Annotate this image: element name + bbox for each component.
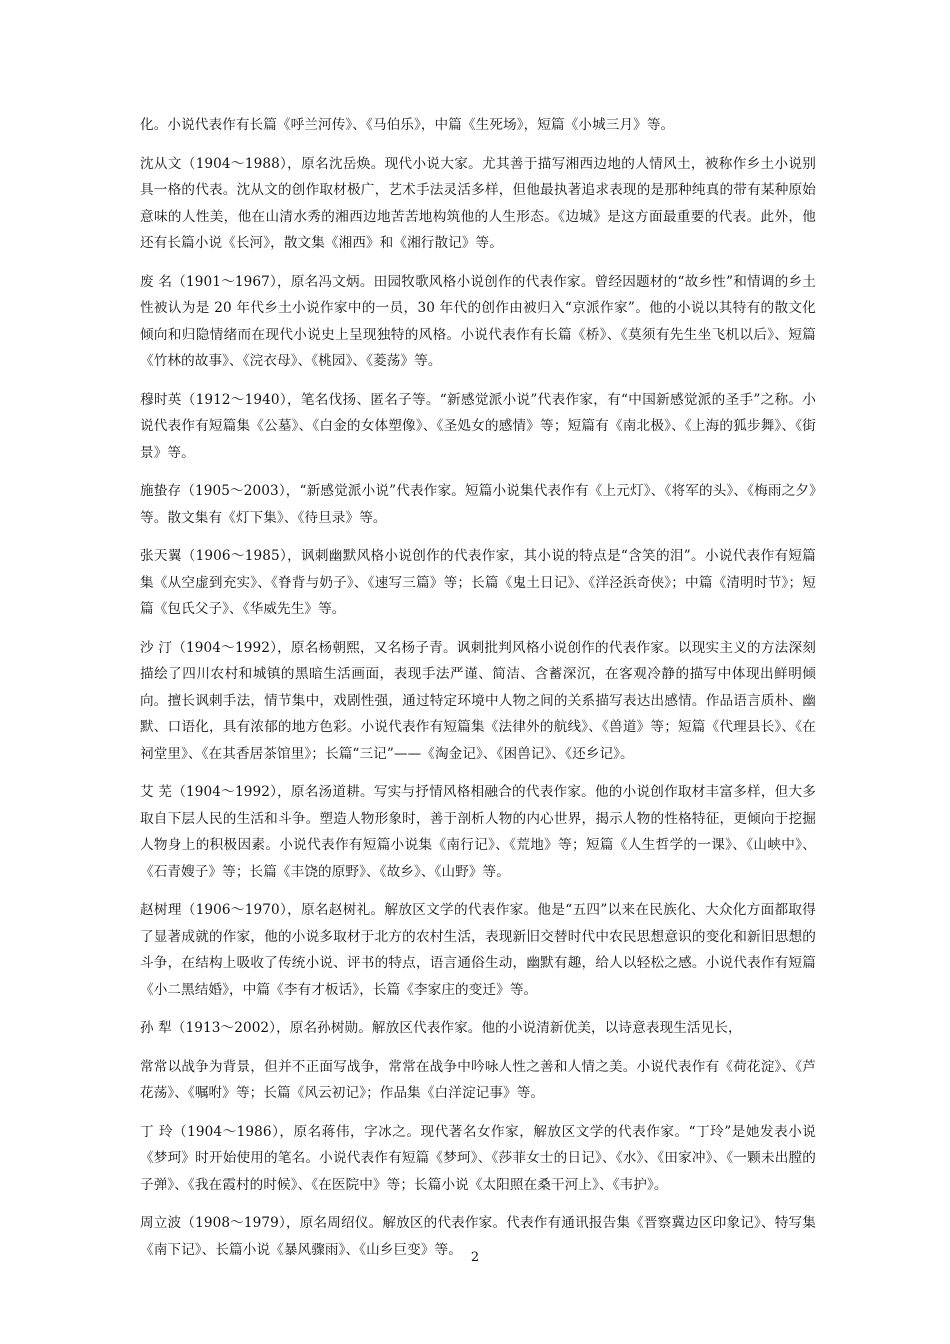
paragraph-sun-li-intro: 孙 犁（1913～2002），原名孙树勋。解放区代表作家。他的小说清新优美，以诗意表现生活见长， <box>140 1020 742 1036</box>
paragraph-ding-ling: 丁 玲（1904～1986），原名蒋伟，字冰之。现代著名女作家，解放区文学的代表作家。“丁玲”是她发表小说《梦珂》时开始使用的笔名。小说代表作有短篇《梦珂》、《莎菲女士的日记》、《水》、《田家冲》、《一颗未出膛的子弹》、《我在霞村的时候》、《在医院中》等；长篇小说《太阳照在桑干河上》、《韦护》。 <box>140 1123 816 1193</box>
paragraph-ai-wu: 艾 芜（1904～1992），原名汤道耕。写实与抒情风格相融合的代表作家。他的小说创作取材丰富多样，但大多取自下层人民的生活和斗争。塑造人物形象时，善于剖析人物的内心世界，揭示人物的性格特征，更倾向于挖掘人物身上的积极因素。小说代表作有短篇小说集《南行记》、《荒地》等；短篇《人生哲学的一课》、《山峡中》、《石青嫂子》等；长篇《丰饶的原野》、《故乡》、《山野》等。 <box>140 784 816 880</box>
paragraph-fei-ming: 废 名（1901～1967），原名冯文炳。田园牧歌风格小说创作的代表作家。曾经因题材的“故乡性”和情调的乡土性被认为是 20 年代乡土小说作家中的一员，30 年代的创作由被归入“京派作家”。他的小说以其特有的散文化倾向和归隐情绪而在现代小说史上呈现独特的风格。小说代表作有长篇《桥》、《莫须有先生坐飞机以后》、短篇《竹林的故事》、《浣衣母》、《桃园》、《菱荡》等。 <box>140 273 816 369</box>
paragraph-shi-zhecun: 施蛰存（1905～2003），“新感觉派小说”代表作家。短篇小说集代表作有《上元灯》、《将军的头》、《梅雨之夕》等。散文集有《灯下集》、《待旦录》等。 <box>140 483 816 526</box>
paragraph-shen-congwen: 沈从文（1904～1988），原名沈岳焕。现代小说大家。尤其善于描写湘西边地的人情风土，被称作乡土小说别具一格的代表。沈从文的创作取材极广，艺术手法灵活多样，但他最执著追求表现的是那种纯真的带有某种原始意味的人性美，他在山清水秀的湘西边地苦苦地构筑他的人生形态。《边城》是这方面最重要的代表。此外，他还有长篇小说《长河》，散文集《湘西》和《湘行散记》等。 <box>140 155 816 251</box>
paragraph-sun-li-works: 常常以战争为背景，但并不正面写战争，常常在战争中吟咏人性之善和人情之美。小说代表作有《荷花淀》、《芦花荡》、《嘱咐》等；长篇《风云初记》；作品集《白洋淀记事》等。 <box>140 1058 816 1101</box>
paragraph-zhao-shuli: 赵树理（1906～1970），原名赵树礼。解放区文学的代表作家。他是“五四”以来在民族化、大众化方面都取得了显著成就的作家，他的小说多取材于北方的农村生活，表现新旧交替时代中农民思想意识的变化和新旧思想的斗争，在结构上吸收了传统小说、评书的特点，语言通俗生动，幽默有趣，给人以轻松之感。小说代表作有短篇《小二黑结婚》，中篇《李有才板话》，长篇《李家庄的变迁》等。 <box>140 902 816 998</box>
page-number: 2 <box>470 1250 480 1265</box>
paragraph-xiao-hong-works: 化。小说代表作有长篇《呼兰河传》、《马伯乐》，中篇《生死场》，短篇《小城三月》等。 <box>140 117 675 133</box>
body-text <box>140 112 816 1275</box>
paragraph-zhou-libo: 周立波（1908～1979），原名周绍仪。解放区的代表作家。代表作有通讯报告集《晋察冀边区印象记》、特写集《南下记》、长篇小说《暴风骤雨》、《山乡巨变》等。 <box>140 1215 816 1258</box>
paragraph-zhang-tianyi: 张天翼（1906～1985），讽刺幽默风格小说创作的代表作家，其小说的特点是“含笑的泪”。小说代表作有短篇集《从空虚到充实》、《脊背与奶子》、《速写三篇》等；长篇《鬼土日记》、《洋泾浜奇侠》；中篇《清明时节》；短篇《包氏父子》、《华威先生》等。 <box>140 548 816 617</box>
paragraph-mu-shiying: 穆时英（1912～1940），笔名伐扬、匿名子等。“新感觉派小说”代表作家，有“中国新感觉派的圣手”之称。小说代表作有短篇集《公墓》、《白金的女体塑像》、《圣処女的感情》等；短篇有《南北极》、《上海的狐步舞》、《街景》等。 <box>140 391 816 461</box>
paragraph-sha-ting: 沙 汀（1904～1992），原名杨朝熙，又名杨子青。讽刺批判风格小说创作的代表作家。以现实主义的方法深刻描绘了四川农村和城镇的黑暗生活画面，表现手法严谨、简洁、含蓄深沉，在客观冷静的描写中体现出鲜明倾向。擅长讽刺手法，情节集中，戏剧性强，通过特定环境中人物之间的关系描写表达出感情。作品语言质朴、幽默、口语化，具有浓郁的地方色彩。小说代表作有短篇集《法律外的航线》、《兽道》等；短篇《代理县长》、《在祠堂里》、《在其香居茶馆里》；长篇“三记”——《淘金记》、《困兽记》、《还乡记》。 <box>140 639 816 762</box>
